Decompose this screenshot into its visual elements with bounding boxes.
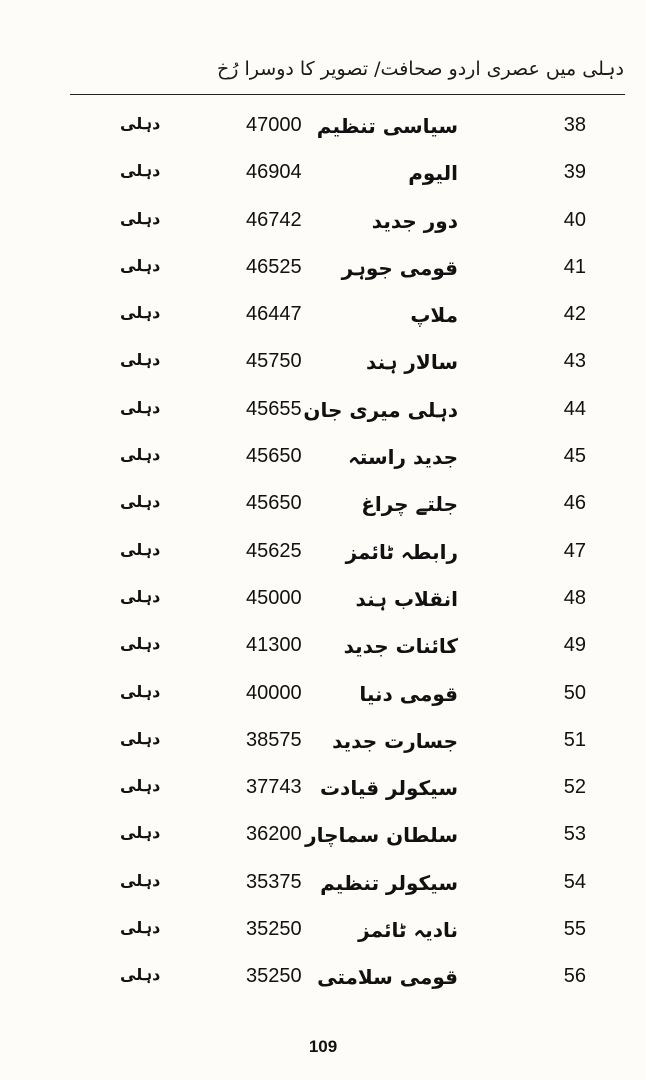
serial-number: 47 <box>563 539 586 562</box>
newspaper-name: قومی دنیا <box>359 681 458 706</box>
newspaper-name: رابطہ ٹائمز <box>345 539 458 564</box>
newspaper-name: سیاسی تنظیم <box>316 114 458 138</box>
newspaper-name: ملاپ <box>410 303 458 328</box>
newspaper-name: دور جدید <box>371 208 458 233</box>
circulation-value: 36200 <box>246 823 302 846</box>
circulation-value: 37743 <box>246 776 302 799</box>
city-name: دہلی <box>120 965 161 985</box>
serial-number: 53 <box>563 823 586 846</box>
table-row <box>0 108 646 155</box>
newspaper-name: سیکولر قیادت <box>319 776 458 801</box>
city-name: دہلی <box>120 870 161 890</box>
serial-number: 48 <box>563 586 586 609</box>
city-name: دہلی <box>120 728 161 748</box>
newspaper-name: جلتے چراغ <box>361 492 458 517</box>
table-row <box>0 676 646 723</box>
city-name: دہلی <box>120 397 161 417</box>
city-name: دہلی <box>120 114 161 133</box>
city-name: دہلی <box>120 634 161 654</box>
circulation-value: 46742 <box>246 208 302 231</box>
circulation-value: 46447 <box>246 303 302 326</box>
table-row <box>0 723 646 770</box>
newspaper-name: دہلی میری جان <box>303 397 458 422</box>
newspaper-name: سیکولر تنظیم <box>320 870 458 895</box>
serial-number: 41 <box>563 255 586 278</box>
city-name: دہلی <box>120 161 161 181</box>
running-header: دہلی میں عصری اردو صحافت/ تصویر کا دوسرا رُخ <box>217 58 624 80</box>
table-row <box>0 297 646 344</box>
newspaper-name: الیوم <box>408 161 458 186</box>
table-row <box>0 392 646 439</box>
newspaper-table <box>0 108 646 1007</box>
city-name: دہلی <box>120 539 161 559</box>
serial-number: 43 <box>563 350 586 373</box>
serial-number: 45 <box>563 445 586 468</box>
newspaper-name: سلطان سماچار <box>305 823 458 848</box>
serial-number: 52 <box>563 776 586 799</box>
circulation-value: 45750 <box>246 350 302 373</box>
table-row <box>0 959 646 1006</box>
table-row <box>0 155 646 202</box>
circulation-value: 45000 <box>246 586 302 609</box>
table-row <box>0 912 646 959</box>
newspaper-name: سالار ہند <box>366 350 458 375</box>
table-row <box>0 628 646 675</box>
serial-number: 40 <box>563 208 586 231</box>
newspaper-name: نادیہ ٹائمز <box>358 918 458 943</box>
newspaper-name: جدید راستہ <box>348 445 458 470</box>
city-name: دہلی <box>120 823 161 843</box>
serial-number: 56 <box>563 965 586 988</box>
circulation-value: 45655 <box>246 397 302 420</box>
city-name: دہلی <box>120 303 161 323</box>
newspaper-name: جسارت جدید <box>332 728 458 753</box>
circulation-value: 35250 <box>246 965 302 988</box>
city-name: دہلی <box>120 255 161 275</box>
table-row <box>0 439 646 486</box>
circulation-value: 45650 <box>246 492 302 515</box>
circulation-value: 35375 <box>246 870 302 893</box>
newspaper-name: قومی سلامتی <box>317 965 458 990</box>
serial-number: 49 <box>563 634 586 657</box>
circulation-value: 45650 <box>246 445 302 468</box>
circulation-value: 38575 <box>246 728 302 751</box>
circulation-value: 47000 <box>246 114 302 136</box>
serial-number: 50 <box>563 681 586 704</box>
table-row <box>0 581 646 628</box>
circulation-value: 45625 <box>246 539 302 562</box>
serial-number: 38 <box>563 114 586 136</box>
page-number: 109 <box>308 1037 338 1056</box>
circulation-value: 40000 <box>246 681 302 704</box>
serial-number: 44 <box>563 397 586 420</box>
city-name: دہلی <box>120 492 161 512</box>
table-row <box>0 865 646 912</box>
city-name: دہلی <box>120 350 161 370</box>
circulation-value: 35250 <box>246 918 302 941</box>
city-name: دہلی <box>120 776 161 796</box>
city-name: دہلی <box>120 445 161 465</box>
serial-number: 51 <box>563 728 586 751</box>
table-row <box>0 534 646 581</box>
serial-number: 46 <box>563 492 586 515</box>
circulation-value: 46904 <box>246 161 302 184</box>
newspaper-name: قومی جوہر <box>341 255 458 280</box>
newspaper-name: کائنات جدید <box>343 634 458 659</box>
table-row <box>0 203 646 250</box>
city-name: دہلی <box>120 208 161 228</box>
city-name: دہلی <box>120 681 161 701</box>
table-row <box>0 770 646 817</box>
table-row <box>0 344 646 391</box>
newspaper-name: انقلاب ہند <box>355 586 458 611</box>
circulation-value: 41300 <box>246 634 302 657</box>
serial-number: 55 <box>563 918 586 941</box>
table-row <box>0 817 646 864</box>
city-name: دہلی <box>120 586 161 606</box>
serial-number: 54 <box>563 870 586 893</box>
header-rule <box>70 94 625 95</box>
serial-number: 39 <box>563 161 586 184</box>
circulation-value: 46525 <box>246 255 302 278</box>
table-row <box>0 250 646 297</box>
serial-number: 42 <box>563 303 586 326</box>
city-name: دہلی <box>120 918 161 938</box>
table-row <box>0 486 646 533</box>
